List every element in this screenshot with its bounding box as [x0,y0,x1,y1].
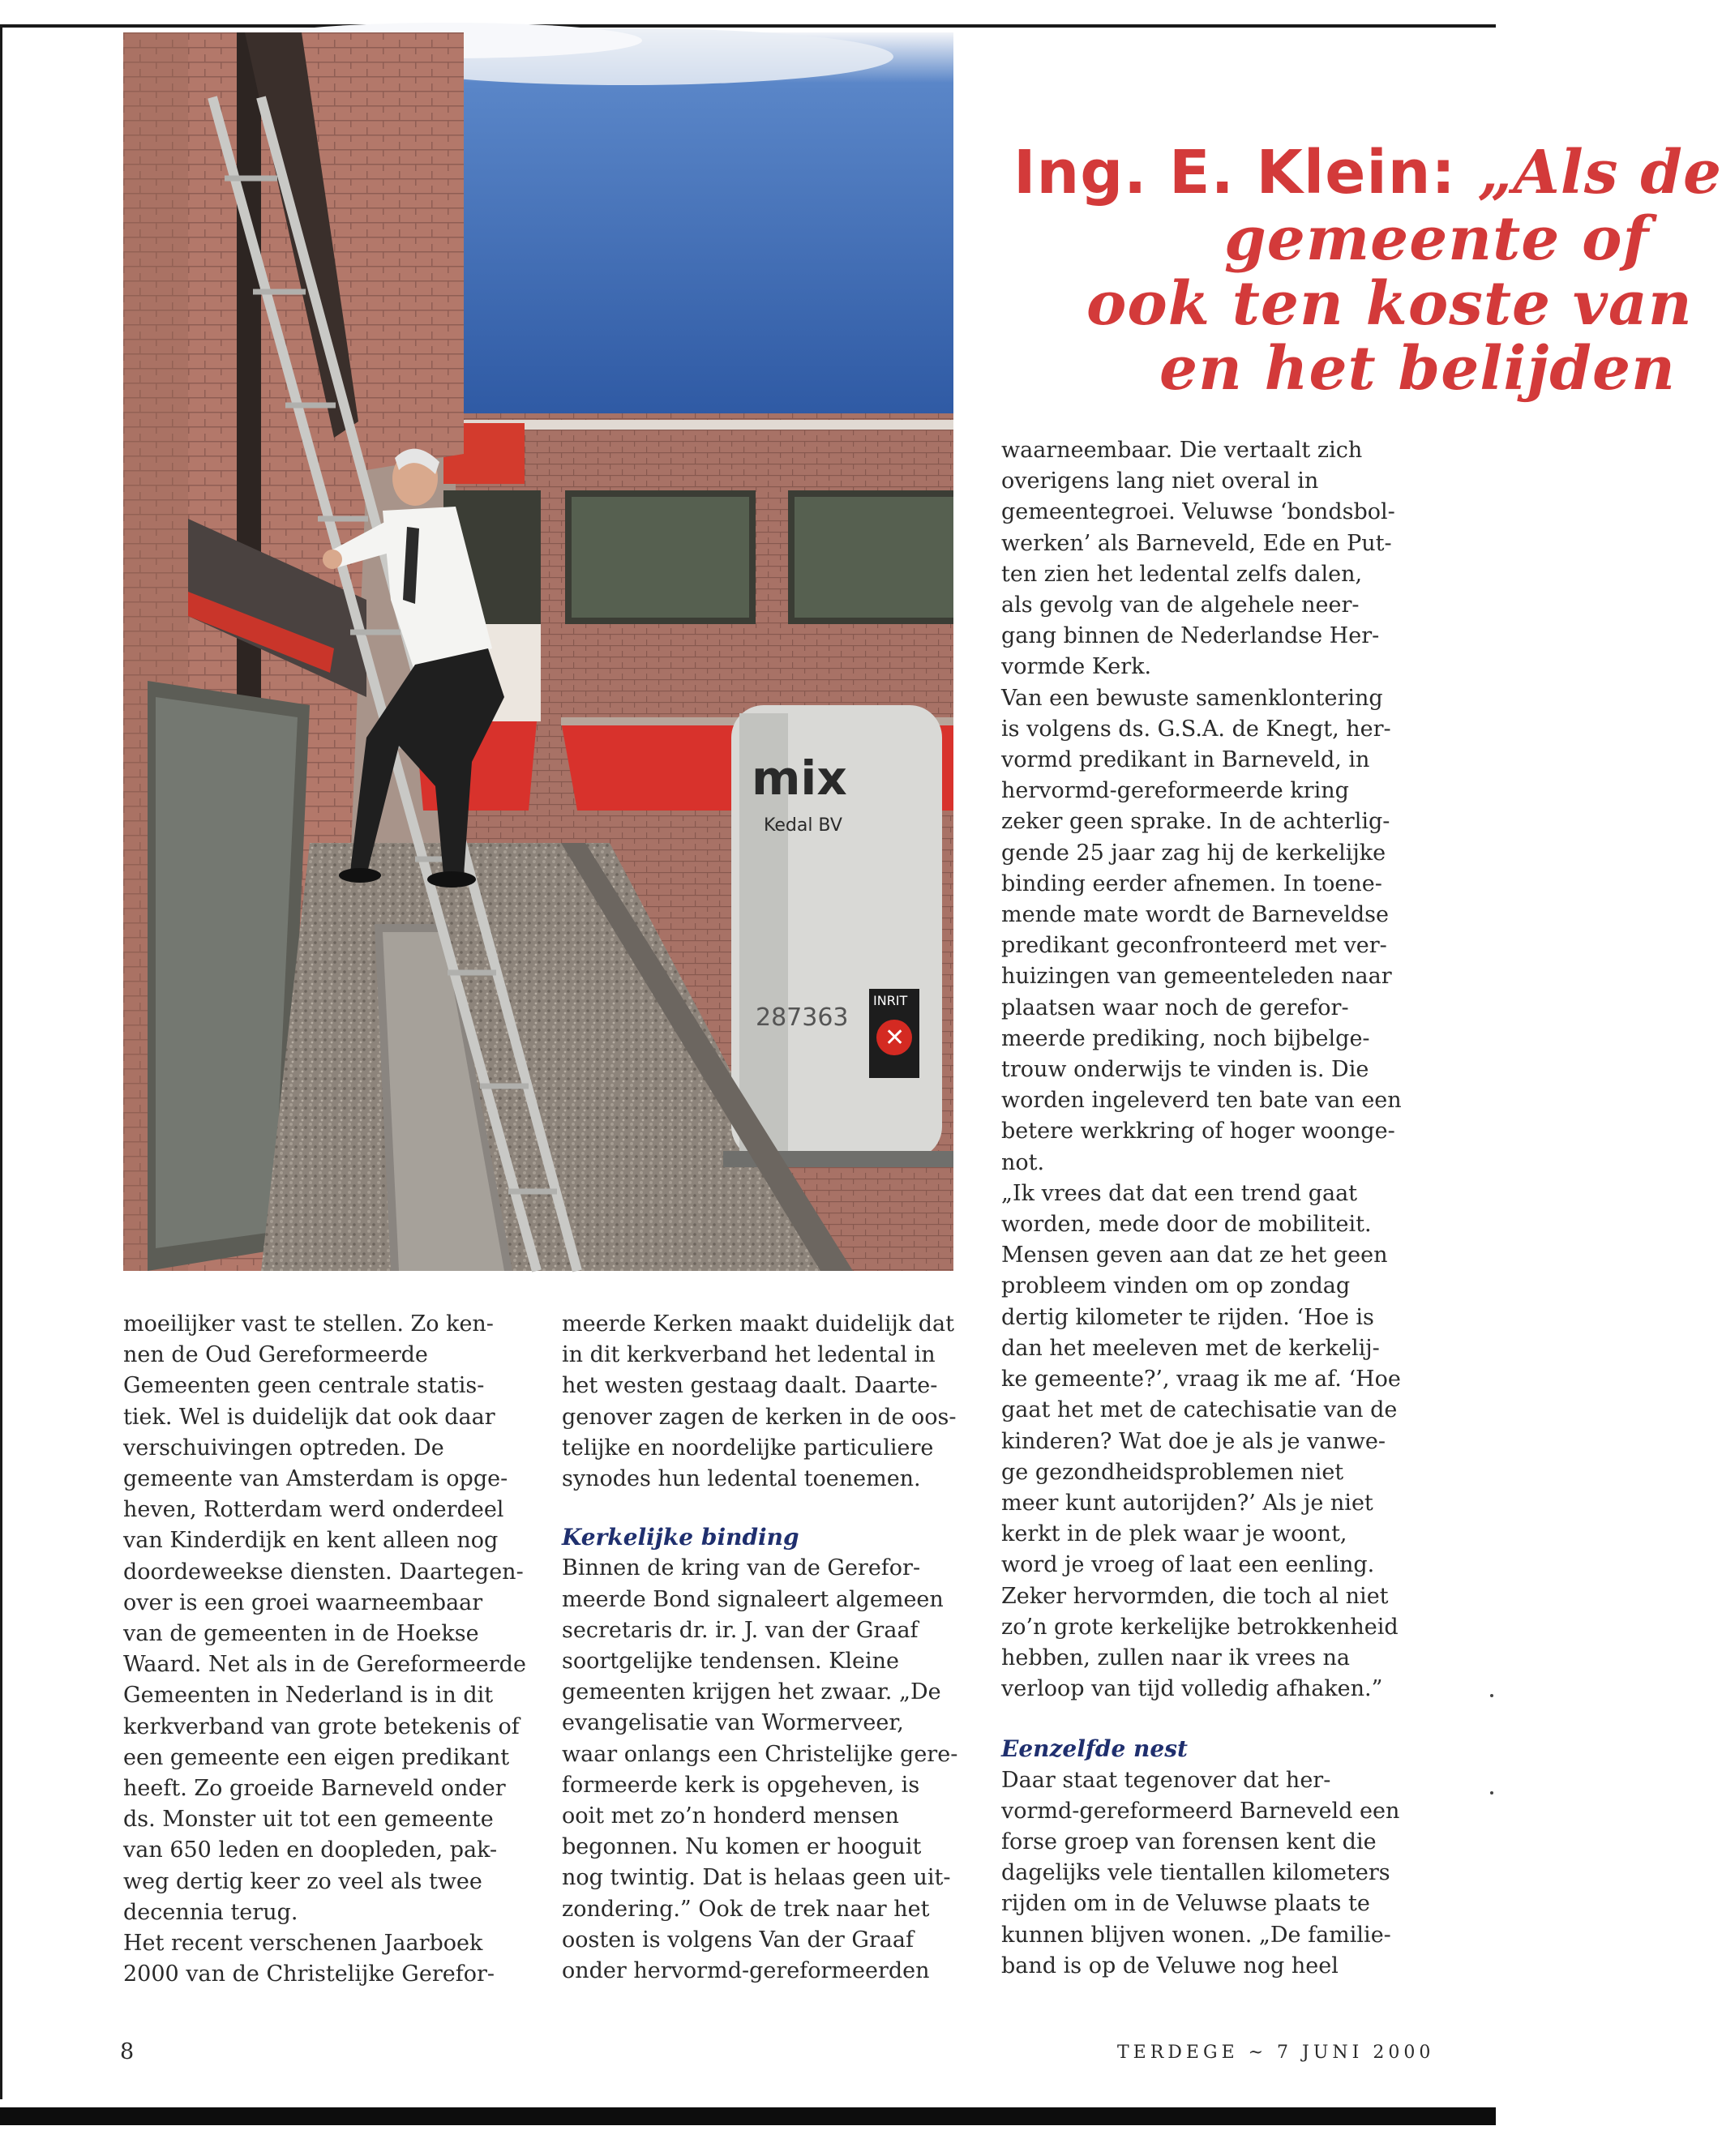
edge-mark [1490,1791,1493,1795]
text-line: als gevolg van de algehele neer- [1001,592,1360,618]
text-line: dertig kilometer te rijden. ‘Hoe is [1001,1304,1374,1330]
text-line: Mensen geven aan dat ze het geen [1001,1243,1388,1268]
body-column-2 [562,1309,967,1987]
text-line: soortgelijke tendensen. Kleine [562,1649,899,1675]
text-line: moeilijker vast te stellen. Zo ken- [123,1311,494,1337]
text-line: zo’n grote kerkelijke betrokkenheid [1001,1614,1399,1640]
text-line: waar onlangs een Christelijke gere- [562,1741,958,1767]
text-line: overigens lang niet overal in [1001,468,1319,494]
text-line: tiek. Wel is duidelijk dat ook daar [123,1404,495,1430]
text-line: heeft. Zo groeide Barneveld onder [123,1776,506,1802]
text-line: gang binnen de Nederlandse Her- [1001,623,1380,649]
subheading-eenzelfde-nest: Eenzelfde nest [1001,1735,1188,1763]
photo-man-on-ladder-icon [123,32,953,1271]
text-line: meer kunt autorijden?’ Als je niet [1001,1490,1373,1516]
body-column-3 [1001,435,1423,1982]
text-line: binding eerder afnemen. In toene- [1001,871,1382,896]
text-line: weg dertig keer zo veel als twee [123,1868,482,1894]
text-line: dagelijks vele tientallen kilometers [1001,1860,1390,1886]
article-photo [123,32,953,1271]
text-line: dan het meeleven met de kerkelij- [1001,1335,1380,1361]
column-2-paragraph-b [562,1553,967,1987]
text-line: gaat het met de catechisatie van de [1001,1397,1398,1423]
text-line: gemeenten krijgen het zwaar. „De [562,1679,941,1705]
text-line: Zeker hervormden, die toch al niet [1001,1583,1389,1609]
text-line: meerde Bond signaleert algemeen [562,1586,944,1612]
text-line: vormd predikant in Barneveld, in [1001,747,1370,773]
text-line: hebben, zullen naar ik vrees na [1001,1645,1350,1670]
text-line: begonnen. Nu komen er hooguit [562,1834,922,1860]
svg-text:Kedal BV: Kedal BV [764,815,842,836]
text-line: forse groep van forensen kent die [1001,1829,1377,1854]
text-line: ten zien het ledental zelfs dalen, [1001,561,1363,587]
text-line: Van een bewuste samenklontering [1001,685,1383,711]
svg-text:mix: mix [752,751,847,806]
text-line: heven, Rotterdam werd onderdeel [123,1497,504,1523]
text-line: van de gemeenten in de Hoekse [123,1621,479,1647]
text-line: worden, mede door de mobiliteit. [1001,1212,1372,1238]
text-line: probleem vinden om op zondag [1001,1273,1351,1299]
text-line: ge gezondheidsproblemen niet [1001,1459,1344,1485]
bottom-rule [0,2107,1496,2125]
subheading-kerkelijke-binding: Kerkelijke binding [562,1524,799,1551]
headline-author: Ing. E. Klein: [1013,138,1457,207]
text-line: van 650 leden en doopleden, pak- [123,1837,498,1863]
text-line: mende mate wordt de Barneveldse [1001,902,1389,928]
headline-line-3: ook ten koste van [1086,269,1693,339]
svg-text:INRIT: INRIT [873,993,908,1008]
text-line: waarneembaar. Die vertaalt zich [1001,438,1363,463]
text-line: hervormd-gereformeerde kring [1001,778,1349,804]
text-line: Daar staat tegenover dat her- [1001,1767,1331,1793]
text-line: not. [1001,1149,1045,1175]
text-line: rijden om in de Veluwse plaats te [1001,1891,1370,1917]
headline-line-4: en het belijden [1159,334,1676,404]
text-line: „Ik vrees dat dat een trend gaat [1001,1180,1358,1206]
text-line: formeerde kerk is opgeheven, is [562,1772,920,1798]
left-rule [0,24,2,2099]
top-rule [0,24,1496,28]
text-line: kinderen? Wat doe je als je vanwe- [1001,1428,1386,1454]
text-line: kerkverband van grote betekenis of [123,1713,520,1739]
text-line: secretaris dr. ir. J. van der Graaf [562,1617,919,1643]
text-line: over is een groei waarneembaar [123,1589,483,1615]
text-line: van Kinderdijk en kent alleen nog [123,1528,499,1554]
text-line: is volgens ds. G.S.A. de Knegt, her- [1001,716,1391,742]
text-line: ooit met zo’n honderd mensen [562,1803,899,1829]
page-number: 8 [120,2039,135,2064]
text-line: vormd-gereformeerd Barneveld een [1001,1798,1400,1824]
text-line: worden ingeleverd ten bate van een [1001,1088,1402,1114]
column-3-paragraph-b [1001,1765,1423,1982]
column-3-paragraph-a [1001,435,1423,1705]
headline-line-2: gemeente of [1224,204,1650,274]
edge-mark [1490,1694,1493,1697]
text-line: ke gemeente?’, vraag ik me af. ‘Hoe [1001,1367,1401,1392]
text-line: genover zagen de kerken in de oos- [562,1404,957,1430]
text-line: doordeweekse diensten. Daartegen- [123,1559,524,1585]
text-line: het westen gestaag daalt. Daarte- [562,1373,938,1399]
running-footer: TERDEGE ~ 7 JUNI 2000 [1117,2043,1435,2063]
text-line: huizingen van gemeenteleden naar [1001,964,1392,990]
text-line: een gemeente een eigen predikant [123,1744,510,1770]
text-line: meerde Kerken maakt duidelijk dat [562,1311,954,1337]
text-line: Gemeenten geen centrale statis- [123,1373,485,1399]
text-line: gemeente van Amsterdam is opge- [123,1466,508,1492]
text-line: 2000 van de Christelijke Gerefor- [123,1961,495,1987]
text-line: zondering.” Ook de trek naar het [562,1896,930,1922]
text-line: zeker geen sprake. In de achterlig- [1001,809,1390,835]
text-line: vormde Kerk. [1001,654,1152,680]
headline-line-1 [1013,138,1722,207]
text-line: synodes hun ledental toenemen. [562,1466,921,1492]
text-line: oosten is volgens Van der Graaf [562,1927,914,1953]
text-line: verschuivingen optreden. De [123,1435,444,1461]
svg-text:287363: 287363 [756,1003,849,1032]
text-line: werken’ als Barneveld, Ede en Put- [1001,530,1392,556]
text-line: gemeentegroei. Veluwse ‘bondsbol- [1001,499,1395,525]
text-line: in dit kerkverband het ledental in [562,1342,936,1368]
text-line: predikant geconfronteerd met ver- [1001,933,1387,959]
headline-quote-start: „Als de [1477,138,1722,207]
text-line: trouw onderwijs te vinden is. Die [1001,1057,1369,1083]
text-line: Waard. Net als in de Gereformeerde [123,1652,526,1678]
text-line: Gemeenten in Nederland is in dit [123,1683,494,1709]
text-line: kunnen blijven wonen. „De familie- [1001,1922,1391,1948]
text-line: word je vroeg of laat een eenling. [1001,1552,1375,1578]
text-line: verloop van tijd volledig afhaken.” [1001,1676,1383,1702]
headline [965,138,1722,405]
text-line: band is op de Veluwe nog heel [1001,1953,1339,1978]
text-line: betere werkkring of hoger woonge- [1001,1119,1395,1144]
text-line: Het recent verschenen Jaarboek [123,1931,483,1957]
text-line: evangelisatie van Wormerveer, [562,1710,904,1736]
text-line: nog twintig. Dat is helaas geen uit- [562,1865,951,1891]
text-line: decennia terug. [123,1899,298,1925]
svg-text:✕: ✕ [885,1024,906,1052]
body-column-1 [123,1309,529,1990]
column-2-paragraph-a [562,1309,967,1495]
text-line: onder hervormd-gereformeerden [562,1958,930,1984]
text-line: Binnen de kring van de Gerefor- [562,1555,921,1581]
text-line: nen de Oud Gereformeerde [123,1342,428,1368]
text-line: gende 25 jaar zag hij de kerkelijke [1001,840,1386,866]
text-line: ds. Monster uit tot een gemeente [123,1807,494,1833]
text-line: kerkt in de plek waar je woont, [1001,1521,1347,1547]
text-line: meerde prediking, noch bijbelge- [1001,1025,1370,1051]
text-line: plaatsen waar noch de gerefor- [1001,995,1349,1020]
text-line: telijke en noordelijke particuliere [562,1435,934,1461]
